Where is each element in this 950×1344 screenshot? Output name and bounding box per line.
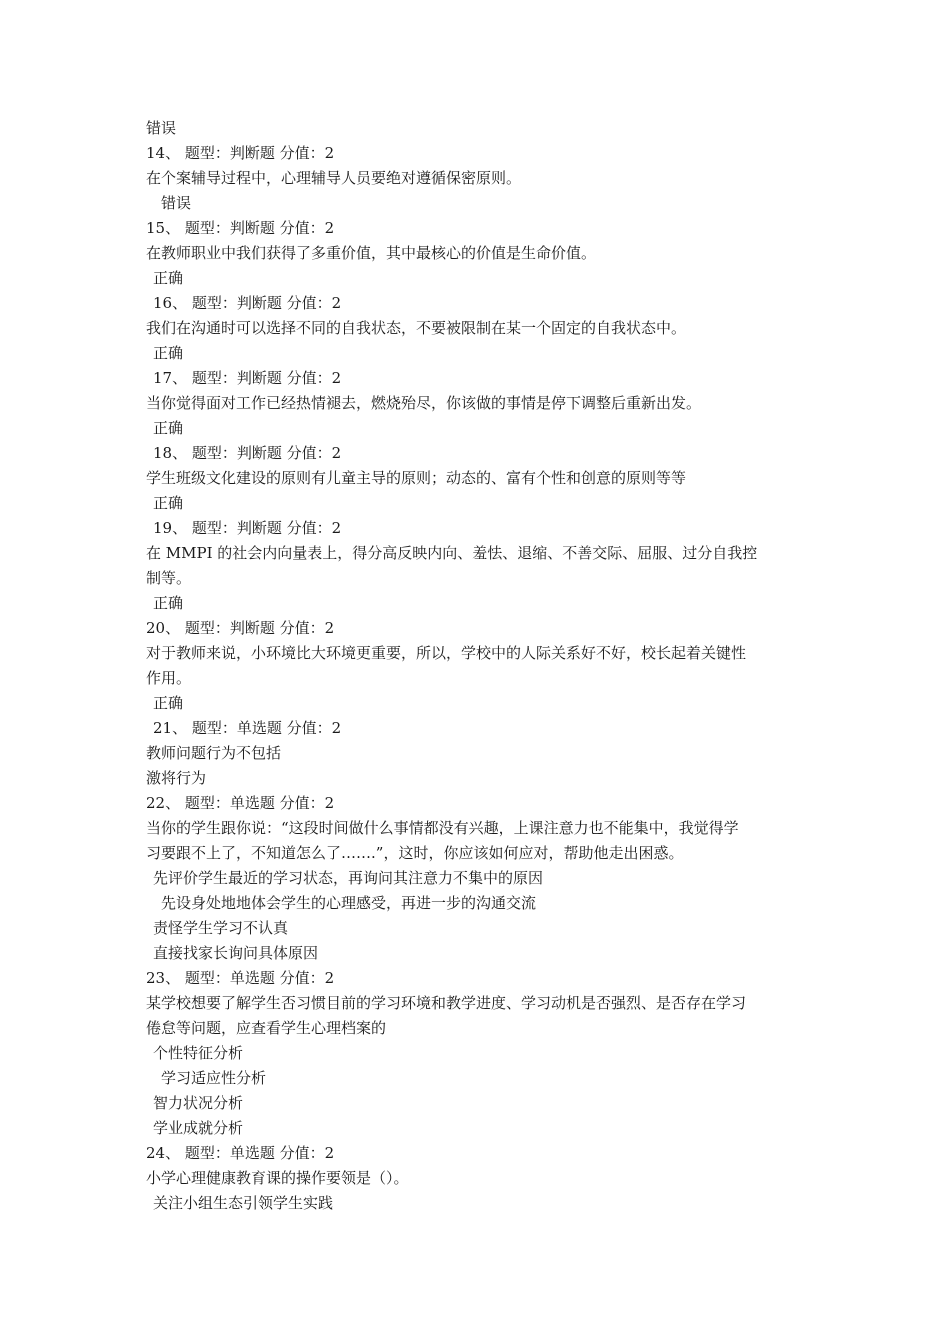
option-text: 个性特征分析 xyxy=(153,1044,244,1062)
question-text: 小学心理健康教育课的操作要领是（）。 xyxy=(146,1169,409,1187)
question-header: 15、 题型：判断题 分值：2 xyxy=(146,219,335,237)
question-header: 23、 题型：单选题 分值：2 xyxy=(146,969,335,987)
answer-text: 正确 xyxy=(153,269,184,287)
question-text-continued: 倦怠等问题，应查看学生心理档案的 xyxy=(146,1019,387,1037)
question-header: 19、 题型：判断题 分值：2 xyxy=(153,519,342,537)
question-header: 14、 题型：判断题 分值：2 xyxy=(146,144,335,162)
option-text: 学习适应性分析 xyxy=(161,1069,267,1087)
question-text: 某学校想要了解学生否习惯目前的学习环境和教学进度、学习动机是否强烈、是否存在学习 xyxy=(146,994,747,1012)
question-text: 当你的学生跟你说：“这段时间做什么事情都没有兴趣，上课注意力也不能集中，我觉得学 xyxy=(146,819,739,837)
document-page xyxy=(146,116,826,1216)
question-header: 18、 题型：判断题 分值：2 xyxy=(153,444,342,462)
question-text-continued: 制等。 xyxy=(146,569,192,587)
question-header: 21、 题型：单选题 分值：2 xyxy=(153,719,342,737)
question-header: 24、 题型：单选题 分值：2 xyxy=(146,1144,335,1162)
option-text: 学业成就分析 xyxy=(153,1119,244,1137)
question-text-continued: 习要跟不上了，不知道怎么了…….”，这时，你应该如何应对，帮助他走出困惑。 xyxy=(146,844,684,862)
question-text: 教师问题行为不包括 xyxy=(146,744,282,762)
question-text: 在 MMPI 的社会内向量表上，得分高反映内向、羞怯、退缩、不善交际、屈服、过分自我控 xyxy=(146,544,758,562)
question-text: 当你觉得面对工作已经热情褪去，燃烧殆尽，你该做的事情是停下调整后重新出发。 xyxy=(146,394,702,412)
question-header: 22、 题型：单选题 分值：2 xyxy=(146,794,335,812)
question-header: 17、 题型：判断题 分值：2 xyxy=(153,369,342,387)
option-text: 关注小组生态引领学生实践 xyxy=(153,1194,334,1212)
option-text: 直接找家长询问具体原因 xyxy=(153,944,319,962)
question-text: 学生班级文化建设的原则有儿童主导的原则；动态的、富有个性和创意的原则等等 xyxy=(146,469,687,487)
question-text: 在教师职业中我们获得了多重价值，其中最核心的价值是生命价值。 xyxy=(146,244,597,262)
question-header: 16、 题型：判断题 分值：2 xyxy=(153,294,342,312)
answer-text: 错误 xyxy=(146,119,177,137)
answer-text: 正确 xyxy=(153,594,184,612)
answer-text: 正确 xyxy=(153,694,184,712)
option-text: 责怪学生学习不认真 xyxy=(153,919,289,937)
answer-text: 激将行为 xyxy=(146,769,207,787)
answer-text: 正确 xyxy=(153,419,184,437)
option-text: 先评价学生最近的学习状态，再询问其注意力不集中的原因 xyxy=(153,869,544,887)
question-header: 20、 题型：判断题 分值：2 xyxy=(146,619,335,637)
question-text-continued: 作用。 xyxy=(146,669,192,687)
question-text: 我们在沟通时可以选择不同的自我状态，不要被限制在某一个固定的自我状态中。 xyxy=(146,319,687,337)
option-text: 先设身处地地体会学生的心理感受，再进一步的沟通交流 xyxy=(161,894,537,912)
question-text: 在个案辅导过程中，心理辅导人员要绝对遵循保密原则。 xyxy=(146,169,522,187)
answer-text: 正确 xyxy=(153,494,184,512)
answer-text: 正确 xyxy=(153,344,184,362)
option-text: 智力状况分析 xyxy=(153,1094,244,1112)
question-text: 对于教师来说，小环境比大环境更重要，所以，学校中的人际关系好不好，校长起着关键性 xyxy=(146,644,747,662)
answer-text: 错误 xyxy=(161,194,192,212)
